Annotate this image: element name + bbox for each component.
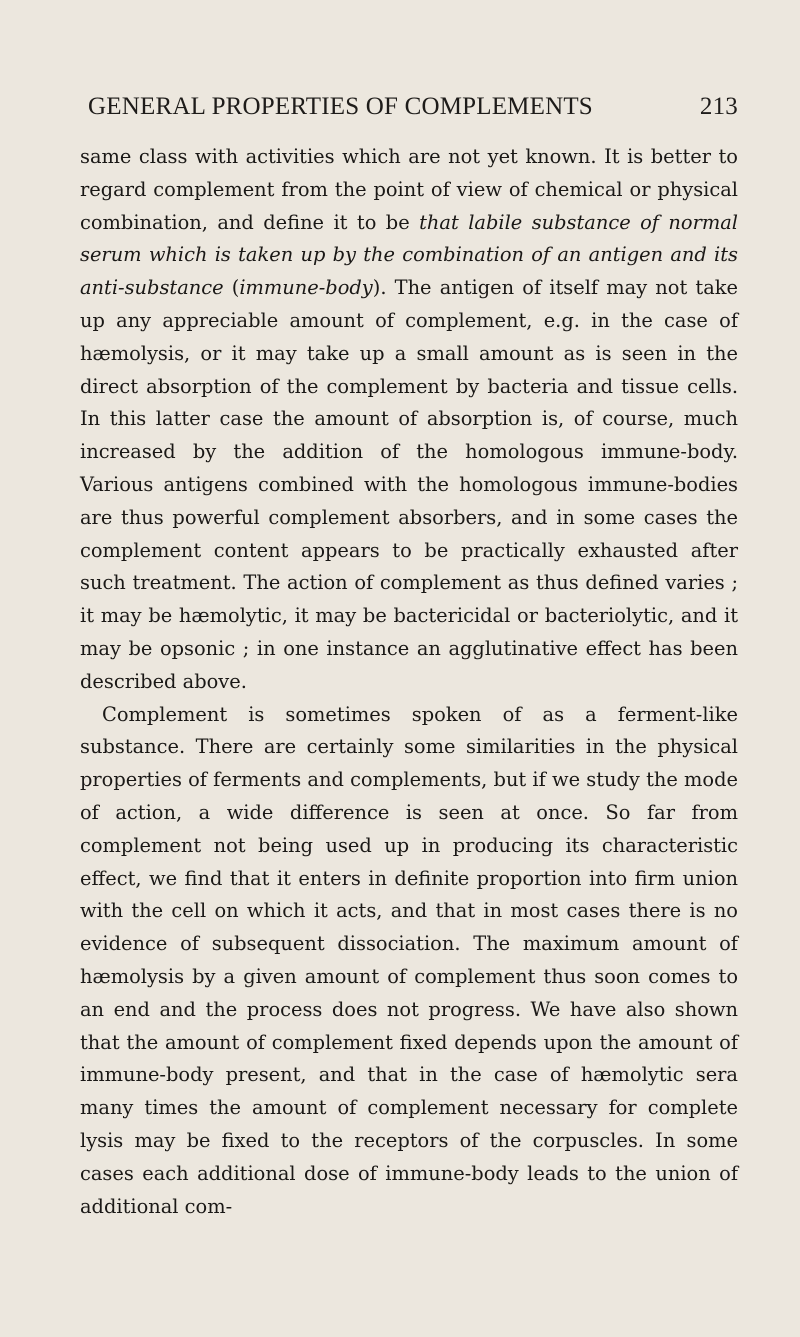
paragraph-2	[80, 699, 738, 1224]
italic-definition: that labile substance of normal serum which is taken up by the combination of an antigen and its anti-substance	[80, 210, 738, 300]
text-run: ). The antigen of itself may not take up any appreciable amount of complement, e.g. in the case of hæmolysis, or it may take up a small amount as is seen in the direct absorption of the complement by bacteria and tissue cells. In this latter case the amount of absorption is, of course, much increased by the addition of the homologous immune-body. Various antigens combined with the homologous immune-bodies are thus powerful complement absorbers, and in some cases the complement content appears to be practically exhausted after such treatment. The action of complement as thus defined varies ; it may be hæmolytic, it may be bactericidal or bacteriolytic, and it may be opsonic ; in one instance an agglutinative effect has been described above.	[80, 276, 738, 693]
text-run: (	[223, 276, 240, 300]
text-run: Complement is sometimes spoken of as a ferment-like substance. There are certainly some similarities in the physical properties of ferments and complements, but if we study the mode of action, a wide difference is seen at once. So far from complement not being used up in producing its characteristic effect, we find that it enters in definite proportion into firm union with the cell on which it acts, and that in most cases there is no evidence of subsequent dissociation. The maximum amount of hæmolysis by a given amount of complement thus soon comes to an end and the process does not progress. We have also shown that the amount of complement fixed depends upon the amount of immune-body present, and that in the case of hæmolytic sera many times the amount of complement necessary for complete lysis may be fixed to the receptors of the corpuscles. In some cases each additional dose of immune-body leads to the union of additional com-	[80, 702, 738, 1218]
text-run: same class with activities which are not yet known. It is better to regard complement from the point of view of chemical or physical combination, and define it to be	[80, 145, 738, 234]
body-text	[80, 141, 738, 1223]
page-header-title: GENERAL PROPERTIES OF COMPLEMENTS	[88, 93, 593, 120]
running-head	[88, 93, 738, 127]
paragraph-1	[80, 141, 738, 699]
page-number: 213	[699, 93, 738, 120]
italic-term: immune-body	[239, 276, 373, 300]
